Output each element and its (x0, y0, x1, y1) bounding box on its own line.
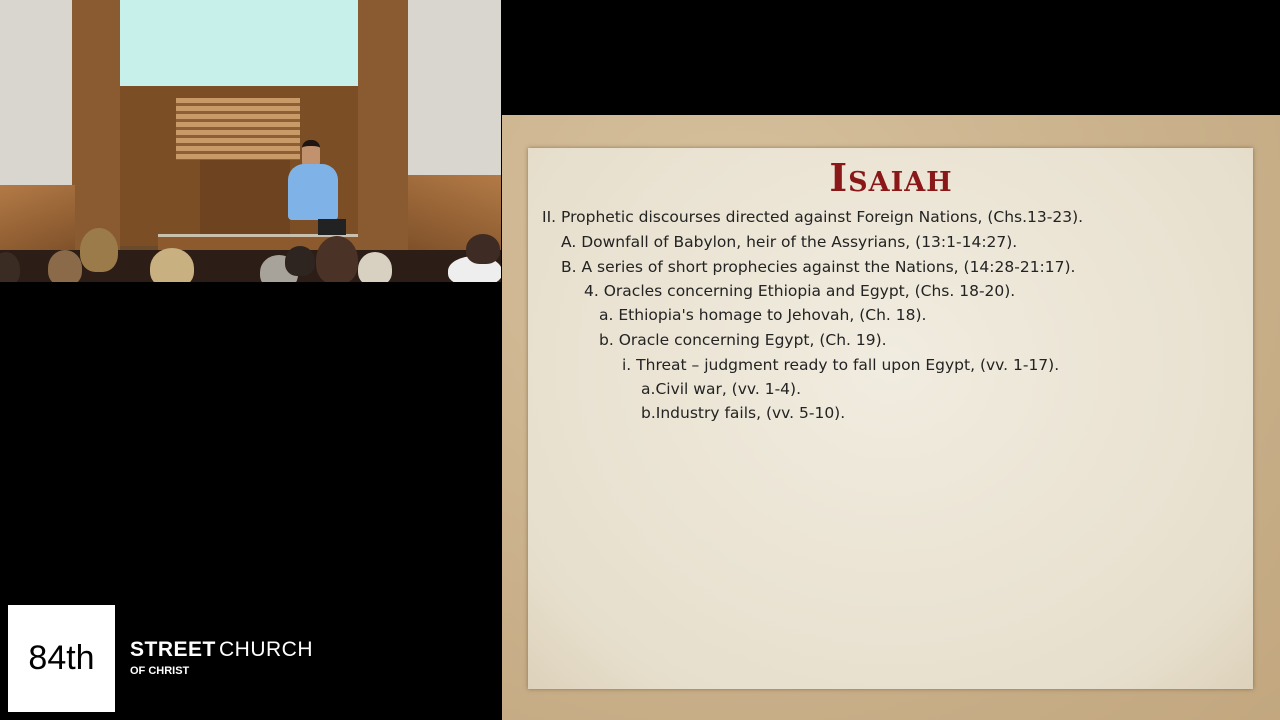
pulpit (200, 160, 290, 240)
audience-head (80, 228, 118, 272)
slide-paper (528, 148, 1253, 689)
outline-marker: 4. (584, 282, 599, 300)
baptistry-shutters (176, 98, 300, 160)
outline-marker: a. (599, 306, 614, 324)
outline-marker: A. (561, 233, 577, 251)
audience-head (358, 252, 392, 282)
outline-marker: II. (542, 208, 557, 226)
left-pillar (72, 0, 120, 255)
outline-text: Industry fails, (vv. 5-10). (655, 404, 846, 422)
outline-marker: B. (561, 258, 577, 276)
outline-line (542, 207, 1083, 227)
outline-line (599, 330, 887, 350)
projection-screen (120, 0, 358, 86)
logo-number: 84th (28, 639, 95, 677)
outline-line (561, 232, 1017, 252)
right-wall (405, 0, 501, 200)
audience-head (316, 236, 358, 282)
outline-text: Oracles concerning Ethiopia and Egypt, (Chs. 18-20). (603, 282, 1016, 300)
right-pillar (358, 0, 408, 255)
outline-line (622, 355, 1059, 375)
logo-street-text: STREET (130, 638, 216, 661)
outline-text: Downfall of Babylon, heir of the Assyrians, (13:1-14:27). (581, 233, 1018, 251)
outline-text: Civil war, (vv. 1-4). (655, 380, 802, 398)
logo-subtitle: OF CHRIST (130, 665, 190, 677)
audience-head (48, 250, 82, 282)
left-wall (0, 0, 75, 200)
logo-church-text: CHURCH (219, 638, 313, 661)
outline-line (641, 379, 801, 399)
slide-title: Isaiah (829, 155, 953, 200)
church-logo-badge (8, 605, 115, 712)
outline-line (599, 305, 926, 325)
outline-marker: a. (641, 380, 656, 398)
outline-marker: i. (622, 356, 632, 374)
outline-line (561, 257, 1075, 277)
left-wainscot (0, 185, 75, 255)
laptop (318, 219, 346, 235)
sermon-video-feed (0, 0, 501, 282)
outline-line (584, 281, 1015, 301)
outline-marker: b. (599, 331, 614, 349)
outline-line (641, 403, 845, 423)
presentation-slide (502, 115, 1280, 720)
audience-head (466, 234, 500, 264)
outline-marker: b. (641, 404, 656, 422)
audience-head (150, 248, 194, 282)
outline-text: Ethiopia's homage to Jehovah, (Ch. 18). (618, 306, 927, 324)
speaker (288, 164, 338, 220)
outline-text: A series of short prophecies against the Nations, (14:28-21:17). (581, 258, 1076, 276)
outline-text: Threat – judgment ready to fall upon Egypt, (vv. 1-17). (636, 356, 1060, 374)
outline-text: Prophetic discourses directed against Foreign Nations, (Chs.13-23). (561, 208, 1084, 226)
outline-text: Oracle concerning Egypt, (Ch. 19). (618, 331, 887, 349)
audience-head (285, 246, 315, 276)
